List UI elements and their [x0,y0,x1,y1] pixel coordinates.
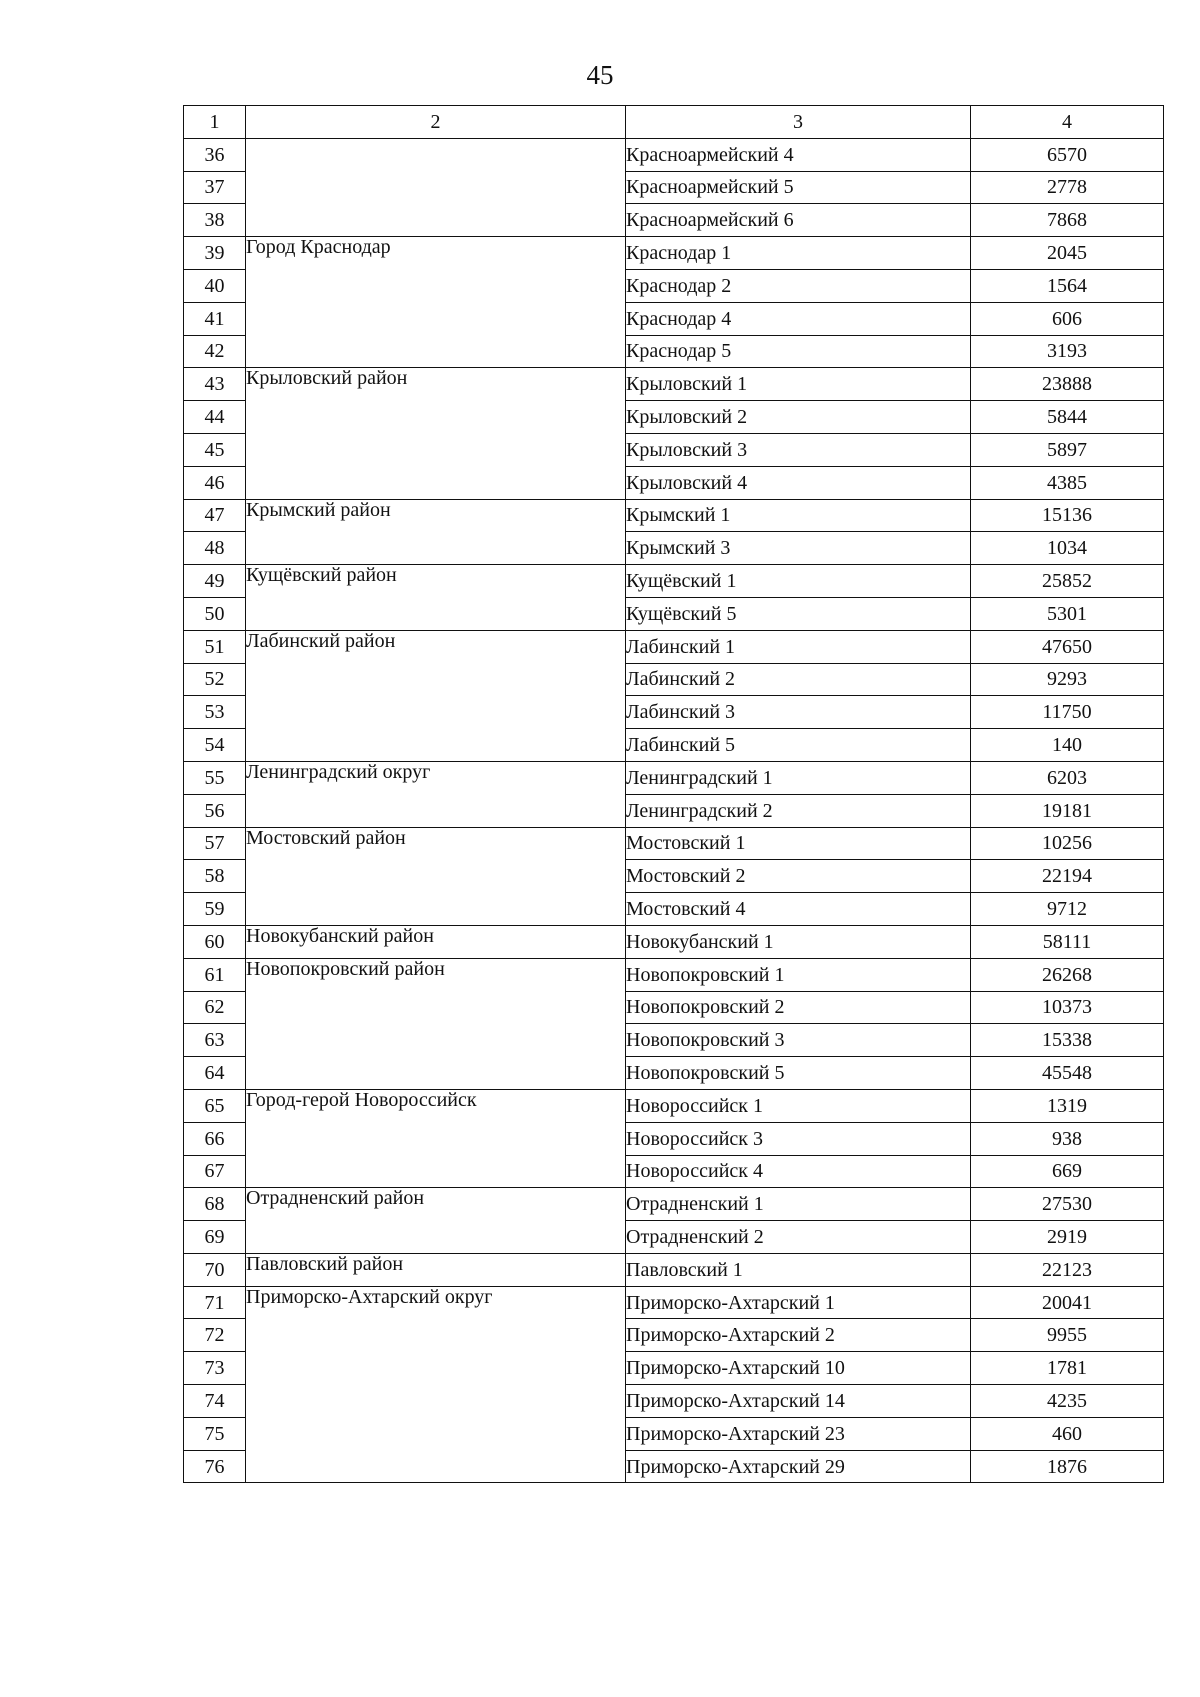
subdivision-name: Новороссийск 3 [626,1122,971,1155]
value-cell: 938 [971,1122,1164,1155]
value-cell: 11750 [971,696,1164,729]
value-cell: 669 [971,1155,1164,1188]
row-number: 36 [184,138,246,171]
district-name: Приморско-Ахтарский округ [246,1286,626,1483]
page-number: 45 [586,60,614,90]
value-cell: 5844 [971,401,1164,434]
subdivision-name: Мостовский 1 [626,827,971,860]
table-row [184,925,1164,958]
district-name: Город Краснодар [246,237,626,368]
value-cell: 22194 [971,860,1164,893]
row-number: 50 [184,597,246,630]
subdivision-name: Павловский 1 [626,1253,971,1286]
value-cell: 1034 [971,532,1164,565]
value-cell: 25852 [971,565,1164,598]
subdivision-name: Красноармейский 6 [626,204,971,237]
subdivision-name: Новороссийск 4 [626,1155,971,1188]
subdivision-name: Крыловский 1 [626,368,971,401]
row-number: 42 [184,335,246,368]
row-number: 59 [184,893,246,926]
row-number: 43 [184,368,246,401]
subdivision-name: Крымский 3 [626,532,971,565]
row-number: 69 [184,1221,246,1254]
table-row [184,565,1164,598]
value-cell: 23888 [971,368,1164,401]
row-number: 66 [184,1122,246,1155]
row-number: 39 [184,237,246,270]
column-header-4: 4 [971,106,1164,139]
subdivision-name: Краснодар 1 [626,237,971,270]
row-number: 51 [184,630,246,663]
row-number: 76 [184,1450,246,1483]
subdivision-name: Ленинградский 2 [626,794,971,827]
subdivision-name: Приморско-Ахтарский 14 [626,1385,971,1418]
row-number: 49 [184,565,246,598]
row-number: 54 [184,729,246,762]
subdivision-name: Крымский 1 [626,499,971,532]
row-number: 44 [184,401,246,434]
row-number: 68 [184,1188,246,1221]
value-cell: 1564 [971,269,1164,302]
value-cell: 58111 [971,925,1164,958]
district-name: Мостовский район [246,827,626,925]
district-name: Лабинский район [246,630,626,761]
table-row [184,958,1164,991]
row-number: 37 [184,171,246,204]
column-header-3: 3 [626,106,971,139]
table-row [184,827,1164,860]
value-cell: 47650 [971,630,1164,663]
subdivision-name: Новопокровский 5 [626,1057,971,1090]
value-cell: 5301 [971,597,1164,630]
column-header-1: 1 [184,106,246,139]
row-number: 64 [184,1057,246,1090]
row-number: 55 [184,761,246,794]
value-cell: 15136 [971,499,1164,532]
value-cell: 9293 [971,663,1164,696]
value-cell: 4235 [971,1385,1164,1418]
subdivision-name: Новороссийск 1 [626,1089,971,1122]
value-cell: 19181 [971,794,1164,827]
subdivision-name: Крыловский 3 [626,433,971,466]
table-row [184,1188,1164,1221]
table-row [184,761,1164,794]
row-number: 73 [184,1352,246,1385]
subdivision-name: Лабинский 1 [626,630,971,663]
value-cell: 45548 [971,1057,1164,1090]
value-cell: 4385 [971,466,1164,499]
value-cell: 10256 [971,827,1164,860]
row-number: 75 [184,1417,246,1450]
row-number: 45 [184,433,246,466]
value-cell: 7868 [971,204,1164,237]
table-row [184,499,1164,532]
value-cell: 6570 [971,138,1164,171]
value-cell: 20041 [971,1286,1164,1319]
row-number: 38 [184,204,246,237]
value-cell: 2045 [971,237,1164,270]
subdivision-name: Ленинградский 1 [626,761,971,794]
column-header-2: 2 [246,106,626,139]
row-number: 48 [184,532,246,565]
value-cell: 140 [971,729,1164,762]
row-number: 58 [184,860,246,893]
row-number: 71 [184,1286,246,1319]
subdivision-name: Краснодар 4 [626,302,971,335]
subdivision-name: Краснодар 2 [626,269,971,302]
row-number: 56 [184,794,246,827]
subdivision-name: Новокубанский 1 [626,925,971,958]
subdivision-name: Красноармейский 4 [626,138,971,171]
subdivision-name: Краснодар 5 [626,335,971,368]
table-row [184,1089,1164,1122]
table-header-row [184,106,1164,139]
subdivision-name: Приморско-Ахтарский 29 [626,1450,971,1483]
subdivision-name: Крыловский 4 [626,466,971,499]
subdivision-name: Кущёвский 5 [626,597,971,630]
district-name: Павловский район [246,1253,626,1286]
value-cell: 2919 [971,1221,1164,1254]
value-cell: 26268 [971,958,1164,991]
value-cell: 10373 [971,991,1164,1024]
subdivision-name: Приморско-Ахтарский 10 [626,1352,971,1385]
value-cell: 5897 [971,433,1164,466]
district-name: Кущёвский район [246,565,626,631]
row-number: 40 [184,269,246,302]
value-cell: 22123 [971,1253,1164,1286]
row-number: 46 [184,466,246,499]
row-number: 70 [184,1253,246,1286]
subdivision-name: Мостовский 4 [626,893,971,926]
subdivision-name: Отрадненский 1 [626,1188,971,1221]
subdivision-name: Кущёвский 1 [626,565,971,598]
subdivision-name: Лабинский 2 [626,663,971,696]
value-cell: 3193 [971,335,1164,368]
row-number: 57 [184,827,246,860]
value-cell: 15338 [971,1024,1164,1057]
row-number: 41 [184,302,246,335]
row-number: 67 [184,1155,246,1188]
table-body [184,138,1164,1483]
table-row [184,1286,1164,1319]
district-name: Новокубанский район [246,925,626,958]
value-cell: 9955 [971,1319,1164,1352]
row-number: 72 [184,1319,246,1352]
subdivision-name: Новопокровский 2 [626,991,971,1024]
subdivision-name: Приморско-Ахтарский 2 [626,1319,971,1352]
table-row [184,368,1164,401]
table-row [184,630,1164,663]
district-name: Отрадненский район [246,1188,626,1254]
district-name: Крымский район [246,499,626,565]
subdivision-name: Крыловский 2 [626,401,971,434]
row-number: 52 [184,663,246,696]
district-name: Город-герой Новороссийск [246,1089,626,1187]
value-cell: 1781 [971,1352,1164,1385]
value-cell: 9712 [971,893,1164,926]
table-row [184,138,1164,171]
subdivision-name: Красноармейский 5 [626,171,971,204]
district-name: Новопокровский район [246,958,626,1089]
row-number: 63 [184,1024,246,1057]
district-name [246,138,626,236]
row-number: 65 [184,1089,246,1122]
value-cell: 27530 [971,1188,1164,1221]
district-name: Ленинградский округ [246,761,626,827]
value-cell: 1876 [971,1450,1164,1483]
subdivision-name: Отрадненский 2 [626,1221,971,1254]
subdivision-name: Лабинский 5 [626,729,971,762]
value-cell: 2778 [971,171,1164,204]
row-number: 47 [184,499,246,532]
subdivision-name: Новопокровский 3 [626,1024,971,1057]
data-table [183,105,1164,1483]
row-number: 53 [184,696,246,729]
subdivision-name: Приморско-Ахтарский 23 [626,1417,971,1450]
row-number: 74 [184,1385,246,1418]
value-cell: 460 [971,1417,1164,1450]
subdivision-name: Новопокровский 1 [626,958,971,991]
value-cell: 606 [971,302,1164,335]
table-row [184,237,1164,270]
value-cell: 1319 [971,1089,1164,1122]
table-row [184,1253,1164,1286]
value-cell: 6203 [971,761,1164,794]
district-name: Крыловский район [246,368,626,499]
row-number: 61 [184,958,246,991]
row-number: 60 [184,925,246,958]
row-number: 62 [184,991,246,1024]
subdivision-name: Лабинский 3 [626,696,971,729]
subdivision-name: Мостовский 2 [626,860,971,893]
subdivision-name: Приморско-Ахтарский 1 [626,1286,971,1319]
